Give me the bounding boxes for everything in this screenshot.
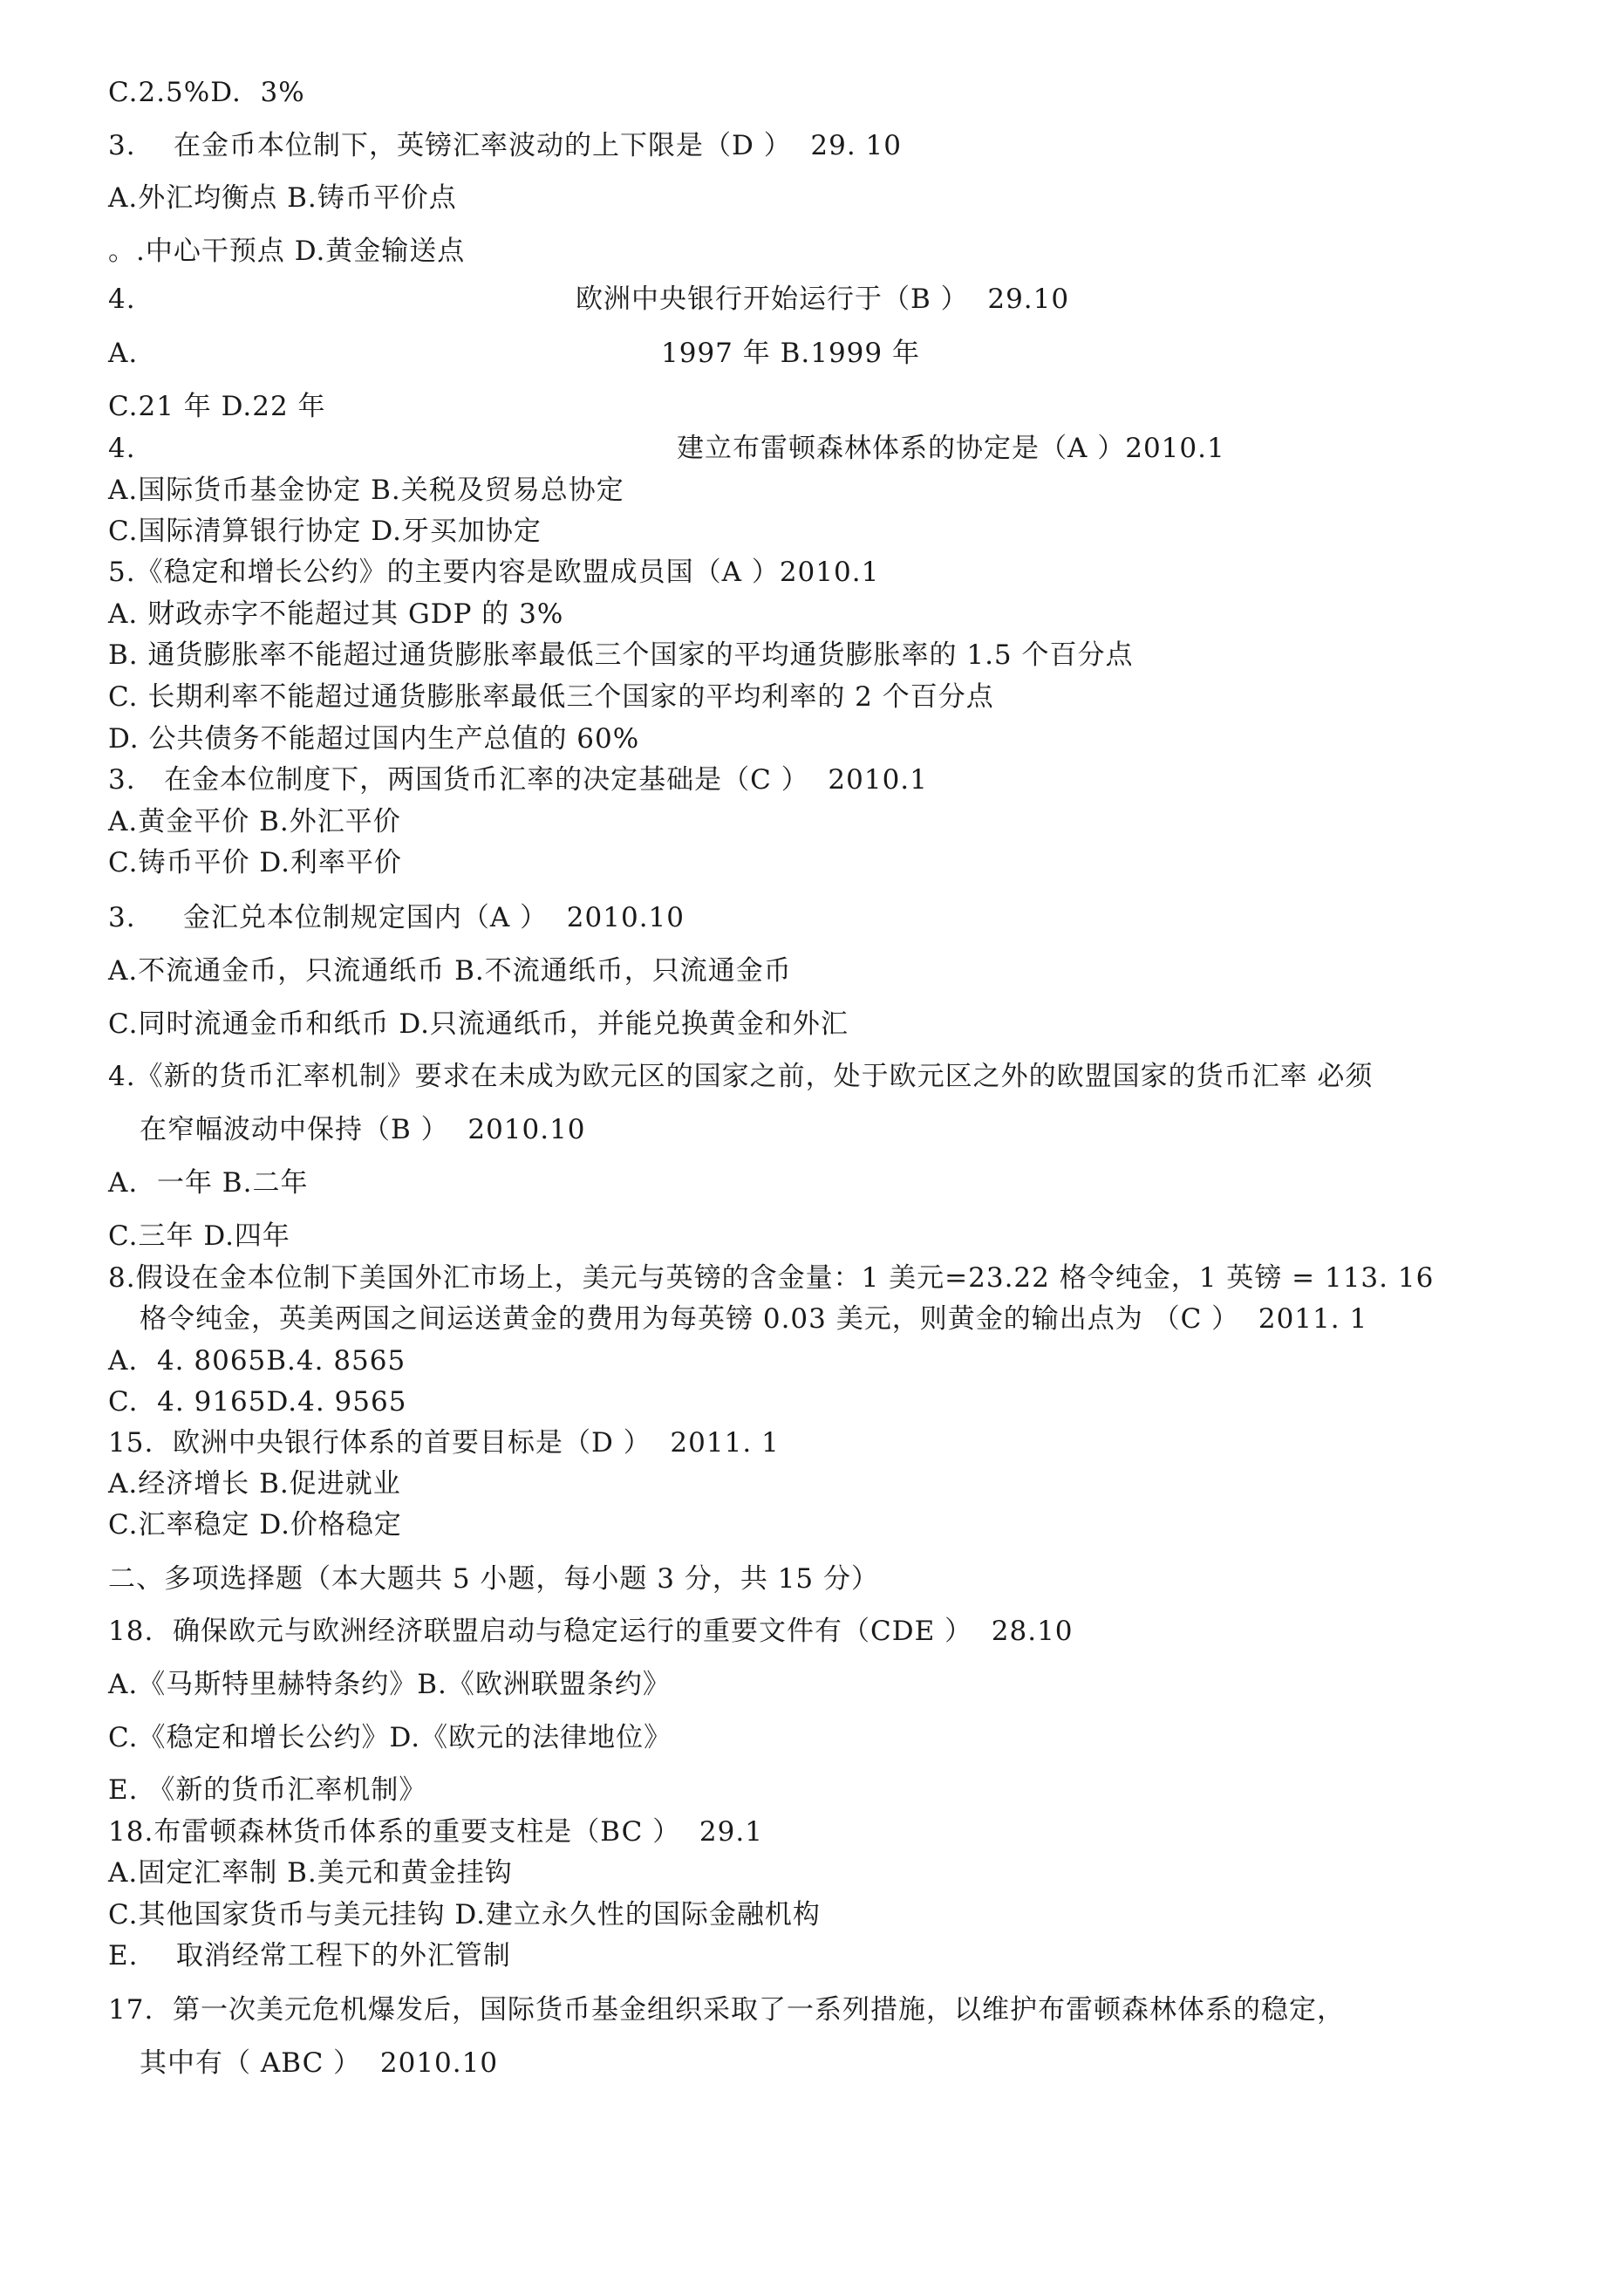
question-line: 8.假设在金本位制下美国外汇市场上，美元与英镑的含金量：1 美元=23.22 格令纯金，1 英镑 = 113. 16 — [108, 1262, 1435, 1294]
option-line: C.汇率稳定 D.价格稳定 — [108, 1509, 402, 1541]
question-number: 4. — [108, 284, 136, 315]
option-line: A.不流通金币，只流通纸币 B.不流通纸币，只流通金币 — [108, 955, 792, 987]
option-line: 。.中心干预点 D.黄金输送点 — [108, 236, 466, 267]
option-line: A.外汇均衡点 B.铸币平价点 — [108, 182, 457, 214]
question-line: 3. 金汇兑本位制规定国内（A ） 2010.10 — [108, 902, 685, 933]
option-line: E. 取消经常工程下的外汇管制 — [108, 1940, 511, 1971]
option-line: C.三年 D.四年 — [108, 1220, 290, 1252]
option-line: C.铸币平价 D.利率平价 — [108, 847, 402, 878]
option-line: E. 《新的货币汇率机制》 — [108, 1774, 427, 1806]
option-text: 1997 年 B.1999 年 — [661, 338, 920, 369]
option-line: A.固定汇率制 B.美元和黄金挂钩 — [108, 1857, 513, 1889]
option-line: A. 一年 B.二年 — [108, 1167, 309, 1199]
option-line: A.国际货币基金协定 B.关税及贸易总协定 — [108, 475, 624, 506]
section-heading: 二、多项选择题（本大题共 5 小题，每小题 3 分，共 15 分） — [108, 1563, 880, 1595]
question-line: 3. 在金币本位制下，英镑汇率波动的上下限是（D ） 29. 10 — [108, 130, 903, 161]
question-line-continued: 格令纯金，英美两国之间运送黄金的费用为每英镑 0.03 美元，则黄金的输出点为 （C ） 2011. 1 — [140, 1303, 1368, 1335]
question-line: 18.布雷顿森林货币体系的重要支柱是（BC ） 29.1 — [108, 1816, 763, 1848]
question-line-continued: 其中有（ ABC ） 2010.10 — [140, 2047, 499, 2079]
question-line: 3. 在金本位制度下，两国货币汇率的决定基础是（C ） 2010.1 — [108, 764, 928, 796]
option-label: A. — [108, 338, 139, 369]
question-line: 17. 第一次美元危机爆发后，国际货币基金组织采取了一系列措施，以维护布雷顿森林体系的稳定， — [108, 1994, 1346, 2026]
question-line: 15. 欧洲中央银行体系的首要目标是（D ） 2011. 1 — [108, 1427, 780, 1459]
option-line: C.其他国家货币与美元挂钩 D.建立永久性的国际金融机构 — [108, 1899, 821, 1930]
option-line: C. 长期利率不能超过通货膨胀率最低三个国家的平均利率的 2 个百分点 — [108, 681, 994, 713]
option-line: A.《马斯特里赫特条约》B.《欧洲联盟条约》 — [108, 1669, 671, 1700]
option-line: C.21 年 D.22 年 — [108, 391, 326, 422]
text-line: C.2.5%D. 3% — [108, 77, 305, 108]
question-number: 4. — [108, 433, 136, 464]
option-line: C. 4. 9165D.4. 9565 — [108, 1386, 407, 1418]
question-line: 5.《稳定和增长公约》的主要内容是欧盟成员国（A ）2010.1 — [108, 557, 880, 588]
option-line: B. 通货膨胀率不能超过通货膨胀率最低三个国家的平均通货膨胀率的 1.5 个百分点 — [108, 639, 1134, 671]
question-line: 18. 确保欧元与欧洲经济联盟启动与稳定运行的重要文件有（CDE ） 28.10 — [108, 1616, 1074, 1647]
option-line: A.黄金平价 B.外汇平价 — [108, 806, 401, 837]
option-line: D. 公共债务不能超过国内生产总值的 60% — [108, 723, 640, 755]
question-text: 建立布雷顿森林体系的协定是（A ）2010.1 — [677, 433, 1225, 464]
option-line: A. 财政赤字不能超过其 GDP 的 3% — [108, 598, 564, 630]
question-line: 4.《新的货币汇率机制》要求在未成为欧元区的国家之前，处于欧元区之外的欧盟国家的货币汇率 必须 — [108, 1061, 1374, 1092]
option-line: C.《稳定和增长公约》D.《欧元的法律地位》 — [108, 1722, 672, 1753]
option-line: C.国际清算银行协定 D.牙买加协定 — [108, 516, 542, 547]
question-line-continued: 在窄幅波动中保持（B ） 2010.10 — [140, 1114, 586, 1145]
option-line: A. 4. 8065B.4. 8565 — [108, 1345, 406, 1377]
question-text: 欧洲中央银行开始运行于（B ） 29.10 — [576, 284, 1070, 315]
option-line: A.经济增长 B.促进就业 — [108, 1468, 401, 1500]
option-line: C.同时流通金币和纸币 D.只流通纸币，并能兑换黄金和外汇 — [108, 1008, 849, 1040]
